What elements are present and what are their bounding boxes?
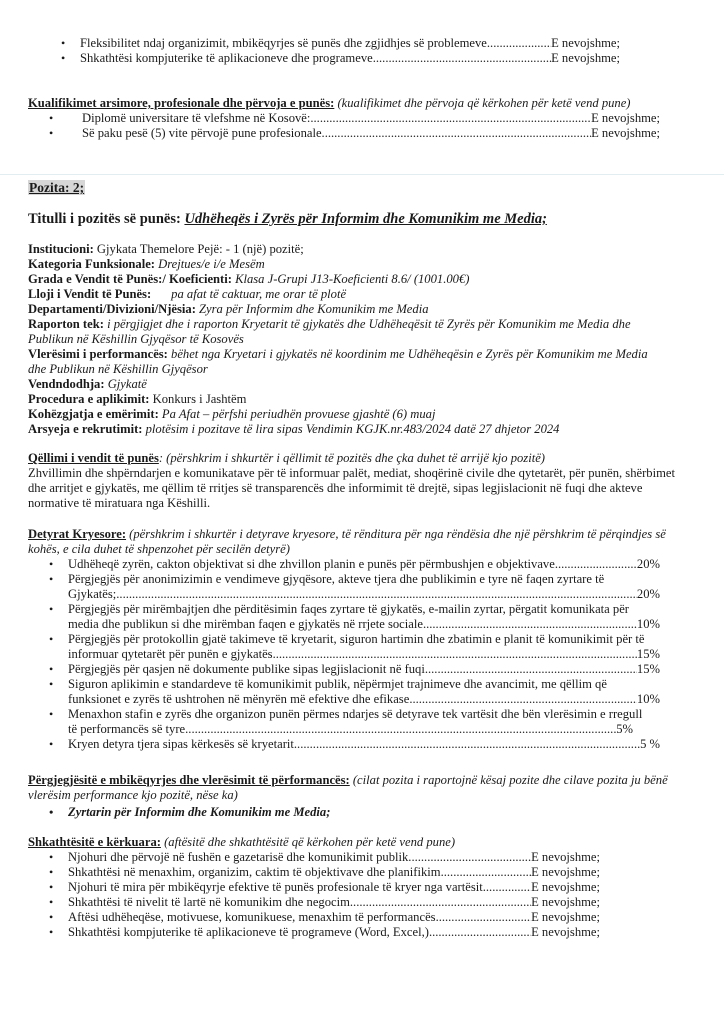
duty-text-line: • Menaxhon stafin e zyrës dhe organizon punën përmes ndarjes së detyrave tek vartësit dhe bën vlerësimin e rregull xyxy=(68,707,643,721)
skill-text: • Shkathtësi të nivelit të lartë në komunikim dhe negocim xyxy=(68,895,350,909)
field-label: Vlerësimi i performancës: xyxy=(28,347,168,361)
field-value: plotësim i pozitave të lira sipas Vendimin KGJK.nr.483/2024 datë 27 dhjetor 2024 xyxy=(142,422,560,436)
duty-value-line xyxy=(68,587,660,602)
duty-item xyxy=(28,572,660,602)
position-label: Pozita: 2; xyxy=(29,180,85,195)
leader-dots xyxy=(322,126,592,141)
section-note: (aftësitë dhe shkathtësitë që kërkohen për ketë vend pune) xyxy=(160,835,456,849)
skill-requirement: E nevojshme; xyxy=(531,865,600,879)
duty-value-line xyxy=(68,722,633,737)
duty-value-line xyxy=(68,662,660,677)
duty-percentage: 20% xyxy=(636,587,660,601)
duty-value-line xyxy=(68,557,660,572)
item-text: Zyrtarin për Informim dhe Komunikim me Media; xyxy=(68,805,331,819)
duty-percentage: 10% xyxy=(636,692,660,706)
item-text: • Shkathtësi kompjuterike të aplikacioneve dhe programeve xyxy=(80,51,373,65)
skill-text: • Aftësi udhëheqëse, motivuese, komunikuese, menaxhim të performancës xyxy=(68,910,436,924)
field-arsyeja xyxy=(28,422,668,437)
section-note: (përshkrim i shkurtër i detyrave kryesore, të rënditura për nga rëndësia dhe një përshkrim të përqindjes së kohës, e cila duhet të shpenzohet për secilën detyrë) xyxy=(28,527,666,556)
field-departamenti xyxy=(28,302,668,317)
duty-text-line: • Siguron aplikimin e standardeve të komunikimit publik, nëpërmjet trajnimeve dhe avancimit, me qëllim që xyxy=(68,677,607,691)
position-title xyxy=(28,212,698,227)
leader-dots xyxy=(425,662,637,677)
leader-dots xyxy=(423,617,637,632)
qualifications-heading-line xyxy=(28,96,698,111)
leader-dots xyxy=(373,51,551,66)
duty-text: Gjykatës; xyxy=(68,587,117,601)
field-label: Vendndodhja: xyxy=(28,377,105,391)
supervision-heading-line xyxy=(28,773,688,803)
field-value: i përgjigjet dhe i raporton Kryetarit të gjykatës dhe Udhëheqësit të Zyrës për Komunikim me Media dhe Publikun në Këshillin Gjyqësor të Kosovës xyxy=(28,317,631,346)
section-note: : (përshkrim i shkurtër i qëllimit të pozitës dhe çka duhet të arrijë kjo pozitë) xyxy=(158,451,545,465)
leader-dots xyxy=(436,910,532,925)
field-value: bëhet nga Kryetari i gjykatës në koordinim me Udhëheqësin e Zyrës për Komunikim me Media dhe Publikun në Këshillin Gjyqësor xyxy=(28,347,648,376)
leader-dots xyxy=(294,737,640,752)
section-divider xyxy=(0,174,724,175)
duties-section xyxy=(28,527,668,752)
field-raporton xyxy=(28,317,658,347)
leader-dots xyxy=(483,880,531,895)
duty-item xyxy=(28,557,660,572)
field-label: Arsyeja e rekrutimit: xyxy=(28,422,143,436)
field-procedura xyxy=(28,392,668,407)
top-skills-list xyxy=(40,36,620,66)
leader-dots xyxy=(408,850,531,865)
skill-requirement: E nevojshme; xyxy=(531,880,600,894)
duty-item xyxy=(28,662,660,677)
list-item xyxy=(40,51,620,66)
skill-item xyxy=(28,865,600,880)
qualifications-section xyxy=(28,96,698,141)
skill-requirement: E nevojshme; xyxy=(531,850,600,864)
section-heading: Detyrat Kryesore: xyxy=(28,527,127,541)
duty-percentage: 20% xyxy=(636,557,660,571)
field-label: Procedura e aplikimit: xyxy=(28,392,150,406)
leader-dots xyxy=(441,865,532,880)
purpose-text: Zhvillimin dhe shpërndarjen e komunikatave për të informuar palët, mediat, shoqërinë civile dhe qytetarët, për punën, shërbimet dhe arritjet e gjykatës, me qëllim të rritjes së transparencës dhe informimit të drejtë, sipas legjislacionit në fuqi dhe akteve normative të miratuara nga Këshilli. xyxy=(28,466,675,510)
item-text: • Diplomë universitare të vlefshme në Kosovë: xyxy=(82,111,311,125)
field-grada xyxy=(28,272,668,287)
duty-text-line: • Përgjegjës për anonimizimin e vendimeve gjyqësore, akteve tjera dhe publikimin e tyre në faqen zyrtare të xyxy=(68,572,605,586)
skill-text: • Njohuri dhe përvojë në fushën e gazetarisë dhe komunikimit publik xyxy=(68,850,409,864)
field-kategoria xyxy=(28,257,668,272)
duty-percentage: 5 % xyxy=(640,737,660,751)
section-note: (cilat pozita i raportojnë kësaj pozite dhe cilave pozita ju bënë vlerësim performance kjo pozitë, nëse ka) xyxy=(28,773,668,802)
item-value: E nevojshme; xyxy=(551,36,620,50)
leader-dots xyxy=(555,557,637,572)
duty-item xyxy=(28,677,660,707)
duty-value-line xyxy=(68,737,660,752)
duty-text: • Kryen detyra tjera sipas kërkesës së kryetarit xyxy=(68,737,294,751)
duty-text-line: • Përgjegjës për mirëmbajtjen dhe përditësimin faqes zyrtare të gjykatës, e-mailin zyrtar, përgatit komunikata për xyxy=(68,602,629,616)
section-heading: Kualifikimet arsimore, profesionale dhe përvoja e punës: xyxy=(28,96,335,110)
duty-text: të performancës së tyre xyxy=(68,722,186,736)
field-institucioni xyxy=(28,242,668,257)
skill-requirement: E nevojshme; xyxy=(531,895,600,909)
duty-text: funksionet e zyrës të ushtrohen në mënyrën më efektive dhe efikase xyxy=(68,692,410,706)
skill-item xyxy=(28,895,600,910)
duty-text: media dhe publikun si dhe mirëmban faqen e gjykatës në rrjete sociale xyxy=(68,617,423,631)
position-number xyxy=(28,180,678,196)
item-value: E nevojshme; xyxy=(591,126,660,140)
duty-value-line xyxy=(68,617,660,632)
skill-text: • Njohuri të mira për mbikëqyrje efektive të punës profesionale të kryer nga vartësit xyxy=(68,880,483,894)
skills-section xyxy=(28,835,688,940)
field-lloji xyxy=(28,287,668,302)
duties-list xyxy=(28,557,660,752)
duty-percentage: 5% xyxy=(616,722,633,736)
field-label: Kohëzgjatja e emërimit: xyxy=(28,407,159,421)
leader-dots xyxy=(185,722,616,737)
purpose-section xyxy=(28,451,683,511)
field-vleresimi xyxy=(28,347,658,377)
field-value: Gjykatë xyxy=(104,377,147,391)
field-label: Departamenti/Divizioni/Njësia: xyxy=(28,302,196,316)
item-text: • Fleksibilitet ndaj organizimit, mbikëqyrjes së punës dhe zgjidhjes së problemeve xyxy=(80,36,487,50)
field-kohezgjatja xyxy=(28,407,668,422)
field-label: Institucioni: xyxy=(28,242,94,256)
skill-item xyxy=(28,880,600,895)
field-value: pa afat të caktuar, me orar të plotë xyxy=(171,287,347,301)
section-heading: Qëllimi i vendit të punës xyxy=(28,451,159,465)
skill-item xyxy=(28,910,600,925)
field-label: Grada e Vendit të Punës:/ Koeficienti: xyxy=(28,272,232,286)
duty-value-line xyxy=(68,692,660,707)
list-item xyxy=(28,805,688,820)
skill-requirement: E nevojshme; xyxy=(531,925,600,939)
duty-percentage: 15% xyxy=(636,662,660,676)
item-value: E nevojshme; xyxy=(551,51,620,65)
supervision-section xyxy=(28,773,688,820)
duty-item xyxy=(28,602,660,632)
skills-list xyxy=(28,850,600,940)
section-heading: Përgjegjësitë e mbikëqyrjes dhe vlerësimit të përformancës: xyxy=(28,773,350,787)
field-value: Gjykata Themelore Pejë: - 1 (një) pozitë; xyxy=(93,242,304,256)
section-heading: Shkathtësitë e kërkuara: xyxy=(28,835,161,849)
field-value: Zyra për Informim dhe Komunikim me Media xyxy=(195,302,429,316)
leader-dots xyxy=(350,895,531,910)
list-item xyxy=(28,111,660,126)
skill-item xyxy=(28,850,600,865)
section-note: (kualifikimet dhe përvoja që kërkohen për ketë vend pune) xyxy=(334,96,631,110)
skills-heading-line xyxy=(28,835,688,850)
duty-text: • Udhëheqë zyrën, cakton objektivat si dhe zhvillon planin e punës për përmbushjen e objektivave xyxy=(68,557,555,571)
field-value: Klasa J-Grupi J13-Koeficienti 8.6/ (1001.00€) xyxy=(231,272,470,286)
leader-dots xyxy=(429,925,531,940)
item-text: • Së paku pesë (5) vite përvojë pune profesionale xyxy=(82,126,322,140)
duty-percentage: 10% xyxy=(636,617,660,631)
leader-dots xyxy=(116,587,637,602)
duty-value-line xyxy=(68,647,660,662)
leader-dots xyxy=(310,111,591,126)
field-label: Raporton tek: xyxy=(28,317,104,331)
list-item xyxy=(28,126,660,141)
skill-text: • Shkathtësi në menaxhim, organizim, caktim të objektivave dhe planifikim xyxy=(68,865,441,879)
field-vendndodhja xyxy=(28,377,668,392)
field-value: Pa Afat – përfshi periudhën provuese gjashtë (6) muaj xyxy=(158,407,436,421)
skill-item xyxy=(28,925,600,940)
duties-heading-line xyxy=(28,527,668,557)
field-label: Lloji i Vendit të Punës: xyxy=(28,287,152,301)
title-label: Titulli i pozitës së punës: xyxy=(28,211,185,227)
list-item xyxy=(40,36,620,51)
skill-requirement: E nevojshme; xyxy=(531,910,600,924)
purpose-heading-line xyxy=(28,451,683,466)
position-details xyxy=(28,242,668,437)
title-value: Udhëheqës i Zyrës për Informim dhe Komunikim me Media; xyxy=(184,211,547,227)
field-value: Drejtues/e i/e Mesëm xyxy=(155,257,265,271)
duty-item xyxy=(28,632,660,662)
duty-text: informuar qytetarët për punën e gjykatës xyxy=(68,647,273,661)
field-label: Kategoria Funksionale: xyxy=(28,257,155,271)
leader-dots xyxy=(273,647,637,662)
leader-dots xyxy=(409,692,637,707)
duty-text: • Përgjegjës për qasjen në dokumente publike sipas legjislacionit në fuqi xyxy=(68,662,425,676)
duty-item xyxy=(28,737,660,752)
field-value: Konkurs i Jashtëm xyxy=(149,392,247,406)
item-value: E nevojshme; xyxy=(591,111,660,125)
leader-dots xyxy=(487,36,551,51)
skill-text: • Shkathtësi kompjuterike të aplikacioneve të programeve (Word, Excel,) xyxy=(68,925,429,939)
duty-text-line: • Përgjegjës për protokollin gjatë takimeve të kryetarit, siguron hartimin dhe zbatimin e planit të komunikimit për të xyxy=(68,632,645,646)
duty-item xyxy=(28,707,660,737)
duty-percentage: 15% xyxy=(636,647,660,661)
